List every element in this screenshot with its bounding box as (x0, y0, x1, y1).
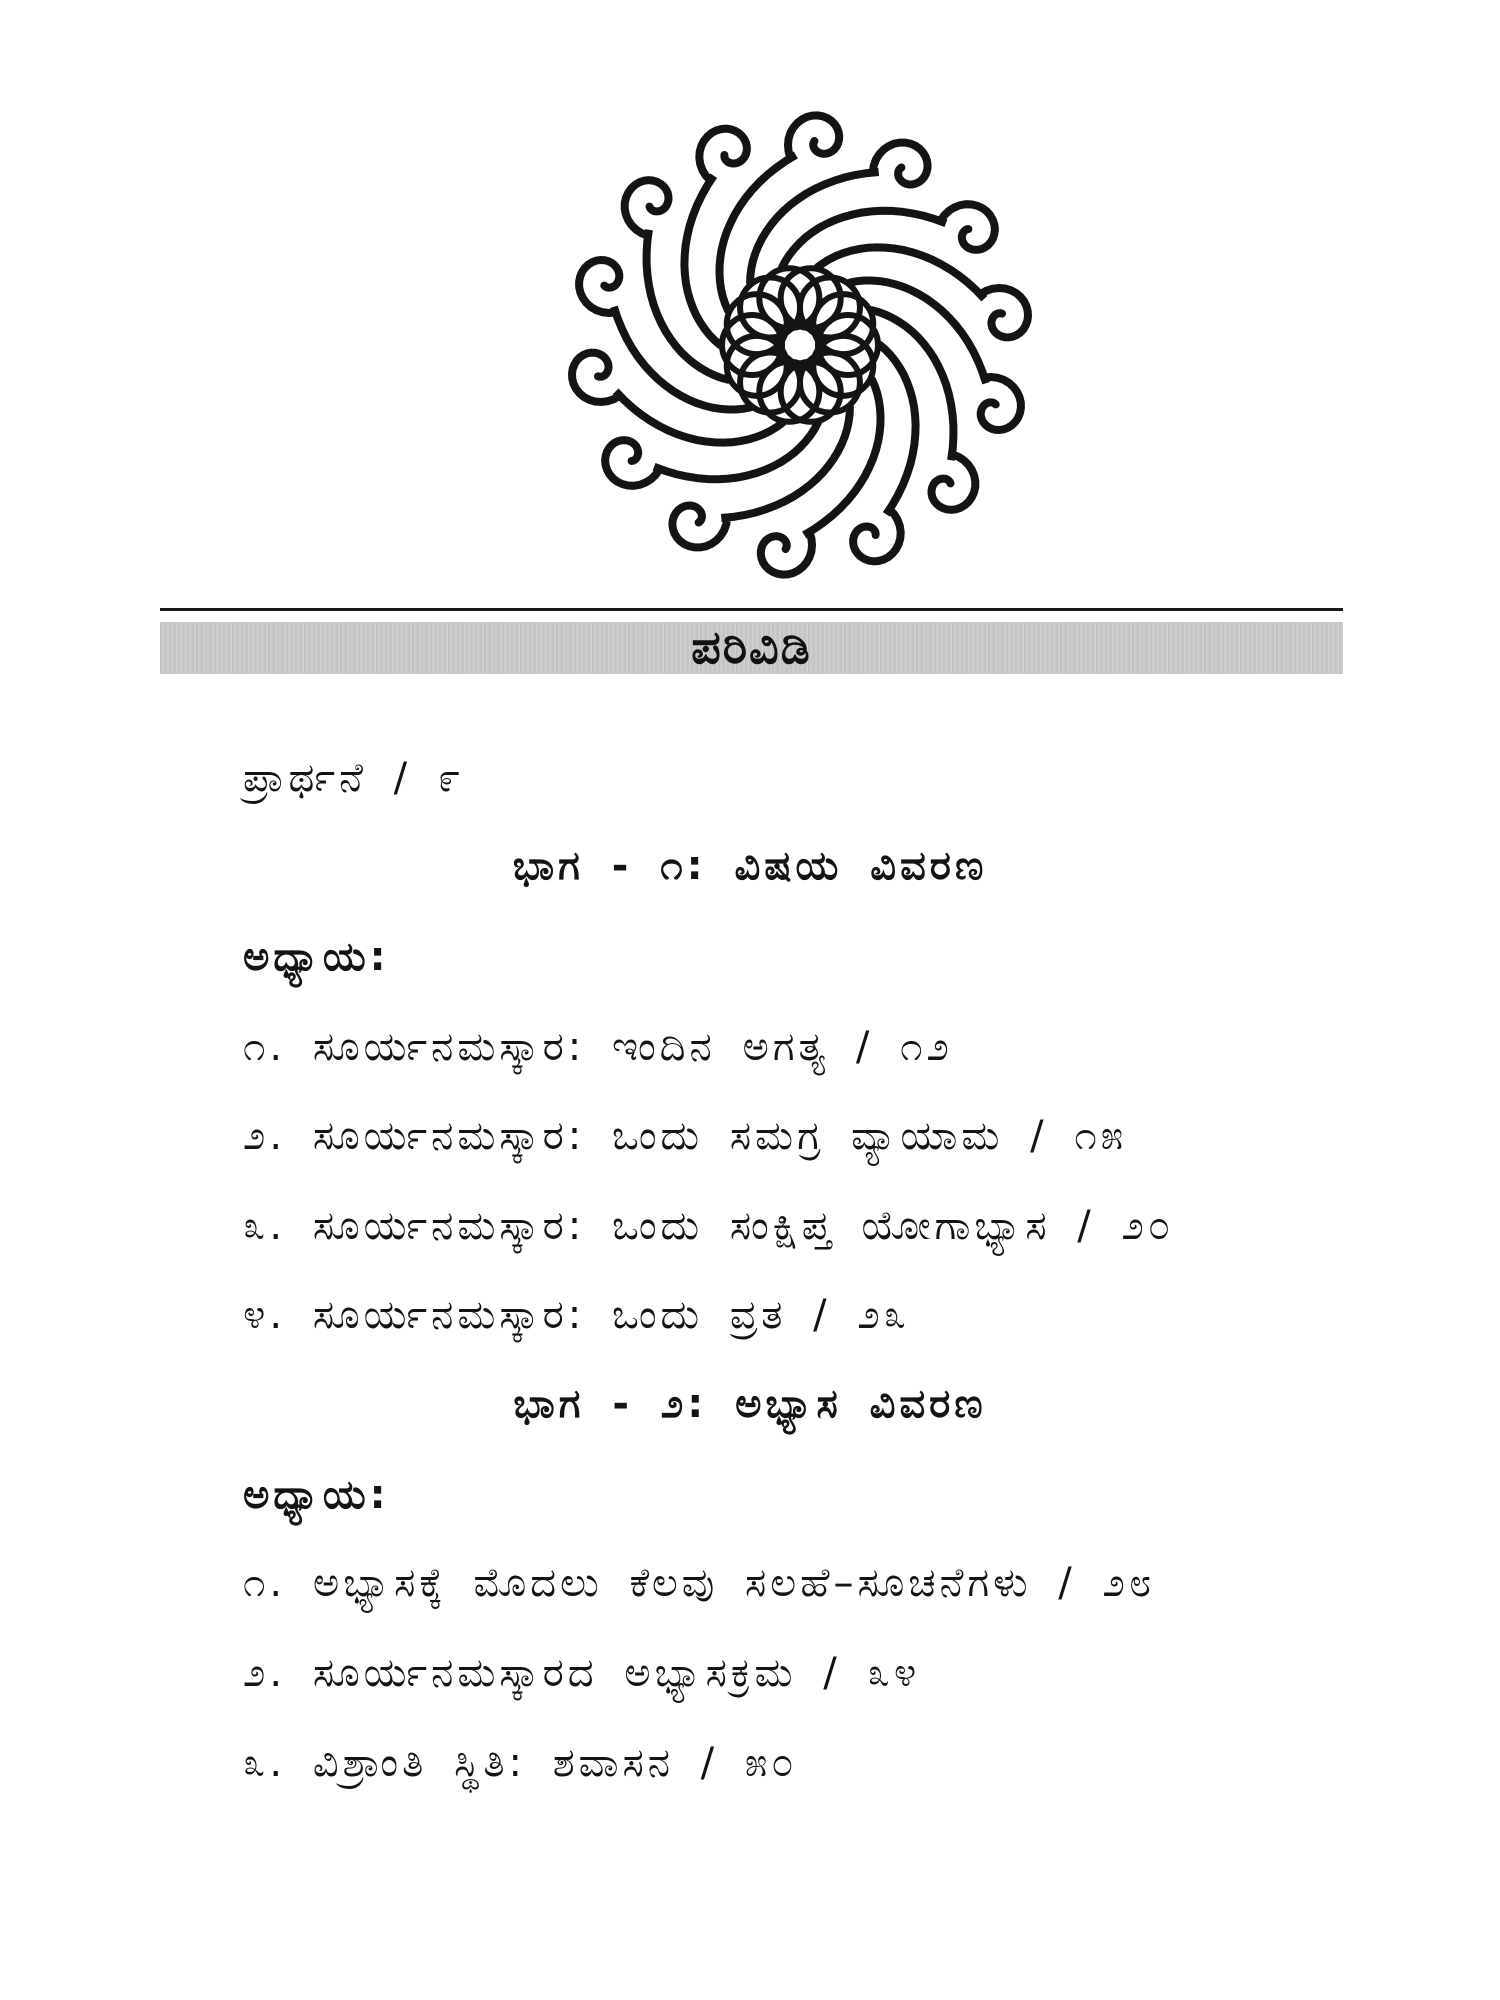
toc-entry: ೧. ಸೂರ್ಯನಮಸ್ಕಾರ: ಇಂದಿನ ಅಗತ್ಯ / ೧೨ (243, 1024, 953, 1070)
part-2-heading: ಭಾಗ - ೨: ಅಭ್ಯಾಸ ವಿವರಣ (513, 1381, 987, 1427)
part-2-chapter-label: ಅಧ್ಯಾಯ: (243, 1472, 390, 1518)
header-rule (160, 608, 1343, 611)
title-band (160, 622, 1343, 674)
toc-entry: ೪. ಸೂರ್ಯನಮಸ್ಕಾರ: ಒಂದು ವ್ರತ / ೨೩ (243, 1292, 911, 1338)
part-1-heading: ಭಾಗ - ೧: ವಿಷಯ ವಿವರಣ (512, 843, 988, 889)
toc-entry: ೩. ವಿಶ್ರಾಂತಿ ಸ್ಥಿತಿ: ಶವಾಸನ / ೫೦ (243, 1740, 798, 1786)
spiral-rosette-icon (550, 95, 1050, 595)
toc-entry: ೧. ಅಭ್ಯಾಸಕ್ಕೆ ಮೊದಲು ಕೆಲವು ಸಲಹೆ–ಸೂಚನೆಗಳು / ೨೮ (243, 1560, 1156, 1606)
toc-entry: ೨. ಸೂರ್ಯನಮಸ್ಕಾರದ ಅಭ್ಯಾಸಕ್ರಮ / ೩೪ (243, 1650, 921, 1696)
toc-entry: ೨. ಸೂರ್ಯನಮಸ್ಕಾರ: ಒಂದು ಸಮಗ್ರ ವ್ಯಾಯಾಮ / ೧೫ (243, 1113, 1128, 1159)
part-1-chapter-label: ಅಧ್ಯಾಯ: (243, 934, 390, 980)
toc-entry-prayer: ಪ್ರಾರ್ಥನೆ / ೯ (243, 755, 465, 801)
page-title: ಪರಿವಿಡಿ (691, 620, 812, 674)
toc-entry: ೩. ಸೂರ್ಯನಮಸ್ಕಾರ: ಒಂದು ಸಂಕ್ಷಿಪ್ತ ಯೋಗಾಭ್ಯಾಸ / ೨೦ (243, 1203, 1175, 1249)
